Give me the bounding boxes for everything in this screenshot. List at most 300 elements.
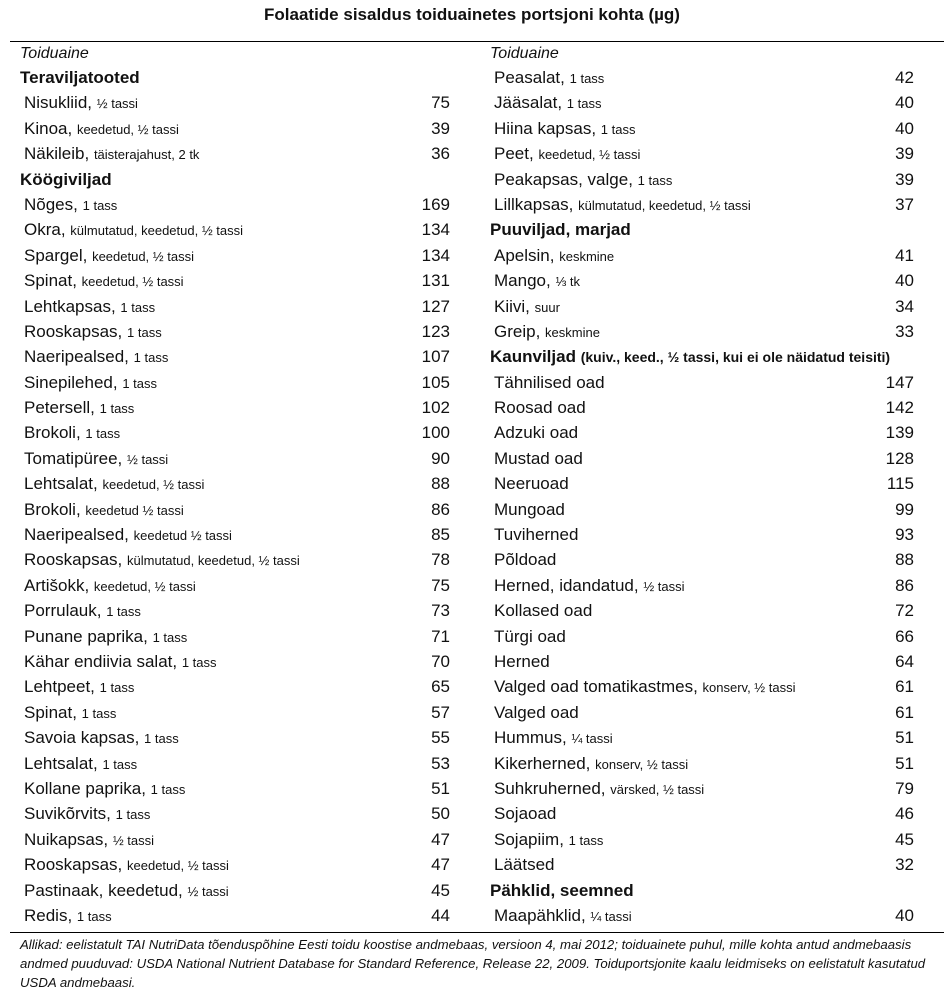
section-heading [20, 167, 450, 192]
table-row [490, 547, 914, 572]
portion-size: keedetud, ½ tassi [102, 477, 205, 493]
folate-value: 134 [421, 220, 450, 240]
table-row [20, 827, 450, 852]
folate-value: 40 [895, 118, 914, 138]
folate-value: 51 [431, 778, 450, 798]
table-row [20, 624, 450, 649]
folate-value: 86 [431, 499, 450, 519]
food-name-cell [24, 497, 184, 523]
food-name: Spargel, [24, 245, 88, 265]
food-name: Läätsed [494, 855, 555, 875]
table-row [490, 167, 914, 192]
table-row [20, 547, 450, 572]
food-name: Valged oad tomatikastmes, [494, 677, 698, 697]
food-name: Lehtsalat, [24, 474, 98, 494]
portion-size: 1 tass [181, 654, 217, 670]
food-name: Spinat, [24, 271, 77, 291]
section-title-cell [490, 217, 631, 242]
table-row [490, 573, 914, 598]
section-title-cell [490, 344, 890, 370]
portion-size: 1 tass [99, 680, 135, 696]
table-row [20, 446, 450, 471]
food-name-cell [24, 294, 155, 320]
food-name: Tuviherned [494, 525, 579, 545]
folate-value: 40 [895, 905, 914, 925]
folate-value: 36 [431, 144, 450, 164]
table-row [20, 370, 450, 395]
folate-value: 75 [431, 93, 450, 113]
right-rows [490, 65, 914, 928]
folate-value: 51 [895, 728, 914, 748]
folate-value: 64 [895, 651, 914, 671]
folate-value: 47 [431, 855, 450, 875]
folate-value: 105 [421, 372, 450, 392]
table-row [20, 217, 450, 242]
food-name-cell [494, 167, 672, 193]
food-name: Artišokk, [24, 575, 90, 595]
table-row [490, 751, 914, 776]
portion-size: ¼ tassi [590, 908, 632, 924]
folate-value: 40 [895, 271, 914, 291]
folate-value: 41 [895, 245, 914, 265]
food-name: Kähar endiivia salat, [24, 651, 178, 671]
portion-size: külmutatud, keedetud, ½ tassi [70, 223, 244, 239]
table-row [490, 852, 914, 877]
portion-size: 1 tass [82, 197, 118, 213]
folate-value: 57 [431, 702, 450, 722]
section-heading [490, 344, 914, 369]
table-row [20, 598, 450, 623]
portion-size: keedetud, ½ tassi [92, 248, 194, 264]
folate-value: 33 [895, 321, 914, 341]
portion-size: keedetud, ½ tassi [127, 858, 229, 874]
section-note: (kuiv., keed., ½ tassi, kui ei ole näidatud teisiti) [580, 349, 891, 366]
food-name: Sinepilehed, [24, 372, 118, 392]
food-name: Lehtsalat, [24, 753, 98, 773]
food-name-cell [24, 243, 194, 269]
food-name: Rooskapsas, [24, 855, 123, 875]
portion-size: konserv, ½ tassi [595, 756, 689, 772]
folate-value: 70 [431, 651, 450, 671]
food-name: Nisukliid, [24, 93, 93, 113]
food-name-cell [24, 598, 141, 624]
table-row [490, 446, 914, 471]
food-name: Hummus, [494, 728, 567, 748]
food-name: Tomatipüree, [24, 448, 123, 468]
section-heading [20, 65, 450, 90]
folate-value: 72 [895, 601, 914, 621]
food-name-cell [494, 370, 605, 395]
folate-value: 134 [421, 245, 450, 265]
folate-value: 78 [431, 550, 450, 570]
food-name-cell [24, 522, 232, 548]
food-name: Punane paprika, [24, 626, 148, 646]
food-name-cell [24, 903, 112, 929]
column-header [20, 43, 450, 65]
folate-value: 42 [895, 68, 914, 87]
table-row [20, 141, 450, 166]
food-name-cell [24, 878, 229, 904]
folate-value: 102 [421, 398, 450, 418]
food-name: Brokoli, [24, 423, 81, 443]
portion-size: 1 tass [81, 705, 117, 721]
folate-value: 79 [895, 778, 914, 798]
food-name: Naeripealsed, [24, 347, 129, 367]
food-name-cell [494, 446, 583, 471]
food-name-cell [494, 294, 560, 320]
table-row [490, 827, 914, 852]
portion-size: värsked, ½ tassi [610, 781, 705, 797]
section-title: Teraviljatooted [20, 68, 140, 87]
portion-size: keedetud, ½ tassi [76, 121, 179, 137]
food-name-cell [24, 624, 187, 650]
portion-size: 1 tass [637, 172, 673, 188]
left-column [20, 43, 450, 928]
table-row [490, 649, 914, 674]
table-row [20, 116, 450, 141]
folate-value: 127 [421, 296, 450, 316]
table-row [20, 192, 450, 217]
food-name-cell [494, 319, 600, 345]
folate-value: 128 [885, 448, 914, 468]
table-row [20, 268, 450, 293]
food-name-cell [494, 573, 685, 599]
section-title-cell [20, 167, 112, 192]
food-name-cell [24, 116, 179, 142]
portion-size: 1 tass [122, 375, 157, 391]
folate-value: 37 [895, 194, 914, 214]
folate-value: 86 [895, 575, 914, 595]
portion-size: keedetud, ½ tassi [81, 274, 184, 290]
table-row [490, 395, 914, 420]
portion-size: külmutatud, keedetud, ½ tassi [127, 553, 300, 569]
table-row [490, 624, 914, 649]
right-column [490, 43, 914, 928]
food-name: Mustad oad [494, 448, 583, 468]
folate-value: 55 [431, 728, 450, 748]
food-name-cell [24, 852, 229, 878]
food-name: Peet, [494, 144, 534, 164]
section-title: Pähklid, seemned [490, 880, 634, 900]
food-name: Neeruoad [494, 474, 569, 494]
folate-value: 93 [895, 525, 914, 545]
section-heading [490, 217, 914, 242]
table-row [20, 751, 450, 776]
section-heading [490, 878, 914, 903]
section-title-cell [490, 878, 634, 903]
food-name: Redis, [24, 905, 73, 925]
table-row [490, 65, 914, 90]
folate-value: 123 [421, 321, 450, 341]
table-row [490, 420, 914, 445]
portion-size: keskmine [559, 248, 615, 264]
food-name-cell [494, 852, 555, 877]
food-name: Valged oad [494, 702, 579, 722]
food-name: Herned [494, 651, 550, 671]
food-name-cell [24, 547, 300, 573]
table-row [490, 903, 914, 928]
food-name: Rooskapsas, [24, 550, 123, 570]
folate-value: 107 [421, 347, 450, 367]
food-name-cell [494, 116, 635, 142]
portion-size: 1 tass [568, 832, 604, 848]
table-row [490, 674, 914, 699]
food-name: Kinoa, [24, 118, 73, 138]
food-name: Sojaoad [494, 804, 557, 824]
table-row [490, 725, 914, 750]
table-row [490, 776, 914, 801]
food-name-cell [494, 420, 578, 445]
portion-size: täisterajahust, 2 tk [93, 147, 200, 163]
table-row [490, 598, 914, 623]
food-name: Tähnilised oad [494, 372, 605, 392]
table-row [20, 471, 450, 496]
column-header-label: Toiduaine [490, 45, 559, 62]
portion-size: 1 tass [127, 324, 162, 340]
portion-size: 1 tass [144, 731, 179, 747]
food-name: Hiina kapsas, [494, 118, 597, 138]
folate-value: 44 [431, 905, 450, 925]
table-row [20, 319, 450, 344]
food-name: Okra, [24, 220, 66, 240]
folate-value: 39 [895, 144, 914, 164]
food-name-cell [494, 598, 592, 623]
food-name: Sojapiim, [494, 829, 564, 849]
folate-value: 45 [895, 829, 914, 849]
table-row [490, 90, 914, 115]
folate-value: 85 [431, 525, 450, 545]
portion-size: 1 tass [150, 781, 186, 797]
folate-value: 73 [431, 601, 450, 621]
food-name-cell [494, 192, 751, 218]
folate-value: 147 [885, 372, 914, 392]
food-name: Suvikõrvits, [24, 804, 111, 824]
food-name: Lillkapsas, [494, 194, 574, 214]
portion-size: 1 tass [85, 426, 121, 442]
portion-size: ½ tassi [643, 578, 685, 594]
table-row [20, 801, 450, 826]
food-name-cell [24, 751, 137, 777]
food-name: Lehtpeet, [24, 677, 95, 697]
portion-size: ½ tassi [112, 832, 155, 848]
column-header-label: Toiduaine [20, 45, 89, 62]
table-row [20, 674, 450, 699]
section-title: Puuviljad, marjad [490, 220, 631, 240]
portion-size: ⅓ tk [555, 274, 581, 290]
folate-value: 100 [421, 423, 450, 443]
food-name-cell [24, 827, 154, 853]
folate-value: 46 [895, 804, 914, 824]
food-name-cell [24, 471, 204, 497]
portion-size: keedetud ½ tassi [133, 528, 232, 544]
portion-size: 1 tass [102, 756, 138, 772]
food-name: Apelsin, [494, 245, 555, 265]
food-name-cell [494, 649, 550, 674]
table-row [20, 395, 450, 420]
food-name: Kollased oad [494, 601, 593, 621]
folate-value: 65 [431, 677, 450, 697]
table-bottom-rule [10, 932, 944, 933]
portion-size: keedetud, ½ tassi [538, 147, 641, 163]
food-name-cell [24, 573, 196, 599]
folate-value: 131 [421, 271, 450, 291]
food-name: Greip, [494, 321, 541, 341]
portion-size: suur [534, 299, 560, 315]
food-name-cell [494, 700, 579, 725]
portion-size: ¼ tassi [571, 731, 613, 747]
food-name: Kollane paprika, [24, 778, 146, 798]
food-name: Pastinaak, keedetud, [24, 880, 183, 900]
section-title-cell [20, 65, 140, 90]
food-name-cell [494, 522, 578, 547]
food-name-cell [494, 674, 796, 700]
folate-value: 51 [895, 753, 914, 773]
table-row [20, 776, 450, 801]
food-name-cell [24, 700, 116, 726]
folate-value: 75 [431, 575, 450, 595]
food-name: Spinat, [24, 702, 77, 722]
food-name-cell [24, 217, 243, 243]
food-name: Savoia kapsas, [24, 728, 140, 748]
food-name: Kiivi, [494, 296, 530, 316]
table-row [20, 852, 450, 877]
food-name-cell [24, 420, 120, 446]
food-name: Naeripealsed, [24, 525, 129, 545]
food-name-cell [494, 141, 640, 167]
portion-size: keedetud ½ tassi [85, 502, 184, 518]
portion-size: 1 tass [99, 401, 135, 417]
food-name: Roosad oad [494, 398, 586, 418]
portion-size: ½ tassi [187, 883, 229, 899]
table-row [490, 141, 914, 166]
food-name-cell [24, 395, 134, 421]
table-row [20, 497, 450, 522]
folate-value: 53 [431, 753, 450, 773]
source-footnote: Allikad: eelistatult TAI NutriData tõenduspõhine Eesti toidu koostise andmebaas, versioon 4, mai 2012; toiduainete puhul, mille kohta antud andmebaasis andmed puuduvad: USDA National Nutrient Database for Standard Reference, Release 22, 2009. Toiduportsjonite kaalu leidmiseks on eelistatult kasutatud USDA andmebaasi. [20, 937, 926, 990]
portion-size: ½ tassi [96, 96, 138, 112]
food-name: Suhkruherned, [494, 778, 606, 798]
food-name-cell [24, 370, 157, 396]
food-name: Porrulauk, [24, 601, 102, 621]
portion-size: ½ tassi [127, 451, 169, 467]
folate-value: 45 [431, 880, 450, 900]
food-name: Nuikapsas, [24, 829, 109, 849]
portion-size: 1 tass [569, 71, 605, 86]
section-title: Köögiviljad [20, 169, 112, 189]
food-name: Peasalat, [494, 68, 565, 87]
folate-value: 47 [431, 829, 450, 849]
folate-value: 50 [431, 804, 450, 824]
food-name: Nõges, [24, 194, 78, 214]
portion-size: konserv, ½ tassi [702, 680, 796, 696]
table-row [20, 700, 450, 725]
folate-value: 142 [885, 398, 914, 418]
table-row [490, 294, 914, 319]
table-row [20, 573, 450, 598]
food-name-cell [494, 243, 614, 269]
food-name-cell [494, 776, 704, 802]
food-name-cell [24, 649, 217, 675]
folate-value: 169 [421, 194, 450, 214]
food-name: Näkileib, [24, 144, 90, 164]
portion-size: 1 tass [106, 604, 141, 620]
food-name-cell [494, 801, 556, 826]
portion-size: 1 tass [133, 350, 169, 366]
table-row [490, 116, 914, 141]
table-row [20, 903, 450, 928]
food-name-cell [24, 268, 184, 294]
food-name: Türgi oad [494, 626, 566, 646]
food-name: Põldoad [494, 550, 557, 570]
folate-value: 88 [431, 474, 450, 494]
folate-value: 66 [895, 626, 914, 646]
folate-value: 88 [895, 550, 914, 570]
table-top-rule [10, 41, 944, 42]
left-rows [20, 65, 450, 928]
folate-value: 61 [895, 702, 914, 722]
column-header [490, 43, 914, 65]
portion-size: keskmine [545, 324, 600, 340]
table-row [490, 268, 914, 293]
food-name-cell [24, 192, 117, 218]
section-title: Kaunviljad [490, 347, 576, 367]
folate-value: 99 [895, 499, 914, 519]
food-name: Peakapsas, valge, [494, 169, 633, 189]
food-name-cell [24, 319, 162, 345]
food-name-cell [494, 395, 586, 420]
portion-size: 1 tass [566, 96, 602, 112]
food-name-cell [494, 624, 566, 649]
folate-value: 32 [895, 855, 914, 875]
food-name: Herned, idandatud, [494, 575, 639, 595]
table-row [490, 319, 914, 344]
table-row [20, 420, 450, 445]
food-name-cell [494, 268, 580, 294]
food-name: Maapähklid, [494, 905, 586, 925]
food-name-cell [24, 141, 199, 167]
food-name: Brokoli, [24, 499, 81, 519]
food-name-cell [24, 776, 185, 802]
folate-value: 139 [885, 423, 914, 443]
table-row [20, 649, 450, 674]
table-row [490, 243, 914, 268]
portion-size: 1 tass [76, 908, 112, 924]
table-row [490, 700, 914, 725]
food-name: Kikerherned, [494, 753, 591, 773]
food-name-cell [494, 65, 604, 91]
folate-value: 115 [886, 474, 914, 494]
folate-value: 39 [431, 118, 450, 138]
folate-value: 71 [431, 626, 450, 646]
food-name: Jääsalat, [494, 93, 563, 113]
food-name-cell [24, 674, 134, 700]
food-name-cell [24, 344, 168, 370]
folate-value: 34 [895, 296, 914, 316]
portion-size: külmutatud, keedetud, ½ tassi [578, 197, 751, 213]
food-name-cell [494, 725, 613, 751]
portion-size: 1 tass [600, 121, 636, 137]
food-name-cell [494, 547, 556, 572]
food-name: Lehtkapsas, [24, 296, 116, 316]
food-name: Petersell, [24, 398, 95, 418]
table-row [20, 725, 450, 750]
table-row [490, 497, 914, 522]
table-row [20, 522, 450, 547]
table-row [20, 294, 450, 319]
portion-size: keedetud, ½ tassi [93, 578, 196, 594]
folate-value: 39 [895, 169, 914, 189]
table-row [20, 243, 450, 268]
